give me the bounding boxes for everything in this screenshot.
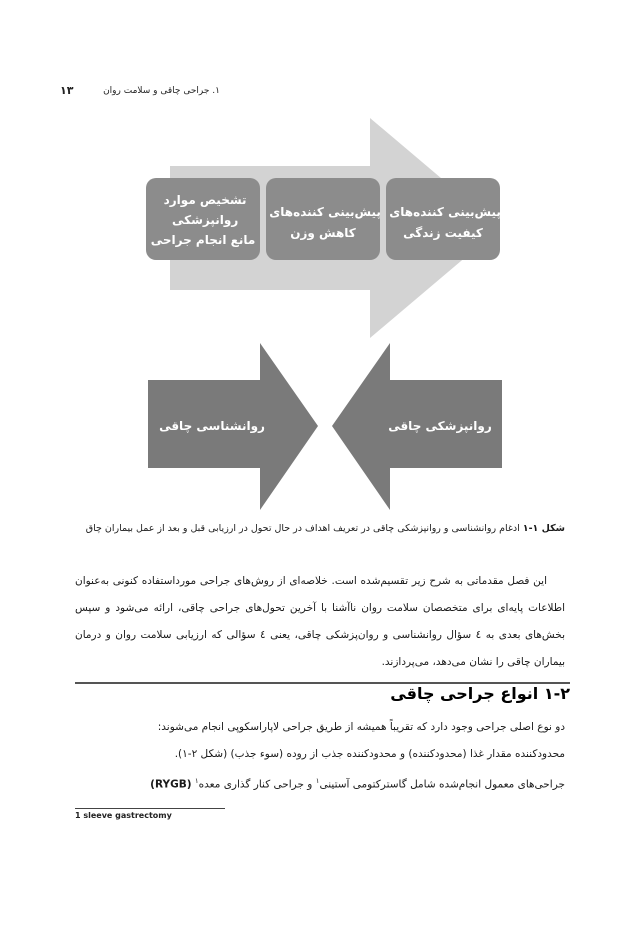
page-number: ۱۳ xyxy=(60,84,74,97)
running-title: ۱. جراحی چاقی و سلامت روان xyxy=(103,86,220,96)
section-heading: ۱-۲ انواع جراحی چاقی xyxy=(390,684,570,703)
intro-paragraph: این فصل مقدماتی به شرح زیر تقسیم‌شده است. خلاصه‌ای از روش‌های جراحی مورداستفاده کنونی به‌عنوان اطلاعات پایه‌ای برای متخصصان سلامت روان ناآشنا با آخرین تحول‌های جراحی چاقی، ارائه می‌شود و سپس بخش‌های بعدی به ٤ سؤال روانشناسی و روان‌پزشکی چاقی، یعنی ٤ سؤالی که ارزیابی سلامت روان و درمان بیماران چاقی را نشان می‌دهد، می‌پردازند. xyxy=(75,575,566,668)
left-arrow-label: روانشناسی چاقی xyxy=(159,419,265,433)
footnote-ref-2: ۱ xyxy=(194,777,199,785)
figure-caption xyxy=(75,520,565,538)
p2-line3-part2: و جراحی کنار گذاری معده xyxy=(198,778,313,791)
box-weight-loss-predictors xyxy=(266,178,380,260)
caption-label: شکل ۱-۱ xyxy=(522,523,565,534)
figure-diagram xyxy=(140,118,510,510)
footnote-divider xyxy=(75,808,225,809)
box3-line2: کیفیت زندگی xyxy=(403,226,483,240)
p2-line3 xyxy=(75,768,565,799)
footnote-ref-1: ۱ xyxy=(315,777,320,785)
box-quality-of-life-predictors xyxy=(386,178,500,260)
right-arrow-label: روانپزشکی چاقی xyxy=(388,419,492,433)
box1-line3: مانع انجام جراحی xyxy=(150,233,256,247)
surgery-types-paragraph xyxy=(75,714,565,799)
box1-line1: تشخیص موارد xyxy=(163,193,247,207)
caption-text: ادغام روانشناسی و روانپزشکی چاقی در تعریف اهداف در حال تحول در ارزیابی قبل و بعد از عمل بیماران چاق xyxy=(85,523,520,534)
p2-line1: دو نوع اصلی جراحی وجود دارد که تقریباً همیشه از طریق جراحی لاپاراسکوپی انجام می‌شوند: xyxy=(157,721,565,733)
box1-line2: روانپزشکی xyxy=(171,213,239,227)
footnote: 1 sleeve gastrectomy xyxy=(75,811,172,820)
p2-line3-part1: جراحی‌های معمول انجام‌شده شامل گاسترکتومی آستینی xyxy=(319,778,565,791)
p2-line2: محدودکننده مقدار غذا (محدودکننده) و محدودکننده جذب از روده (سوء جذب) (شکل ۲-۱). xyxy=(174,748,565,760)
box3-line1: پیش‌بینی کننده‌های xyxy=(389,205,501,219)
rygb-abbr: (RYGB) xyxy=(150,778,192,791)
box2-line2: کاهش وزن xyxy=(290,226,356,240)
box2-line1: پیش‌بینی کننده‌های xyxy=(269,205,381,219)
